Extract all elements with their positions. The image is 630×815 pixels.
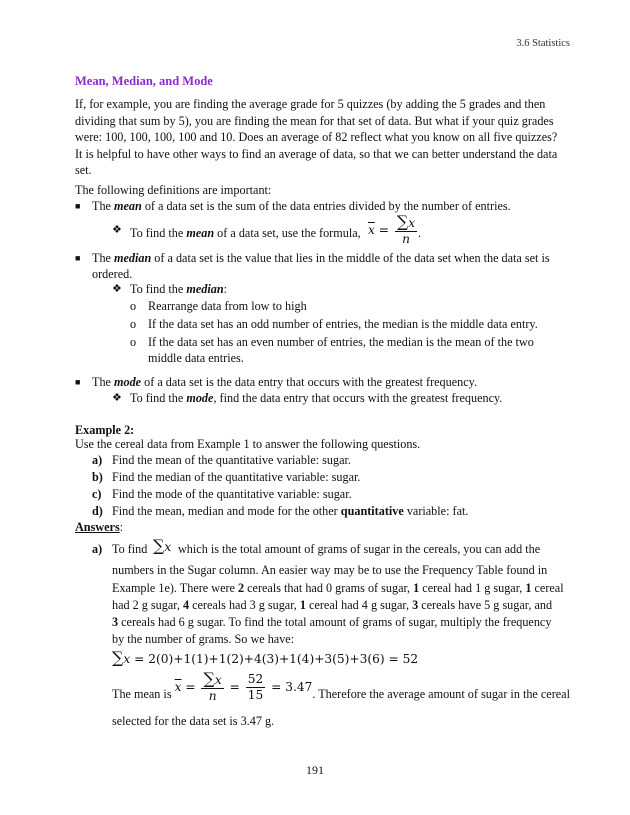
example-title: Example 2:	[75, 423, 135, 437]
answer-a-text: numbers in the Sugar column. An easier way may be to use the Frequency Table found in	[112, 563, 548, 577]
definitions-intro: The following definitions are important:	[75, 183, 272, 197]
square-bullet-icon: ■	[75, 201, 81, 211]
answer-a-text: by the number of grams. So we have:	[112, 632, 295, 646]
circle-bullet-icon: o	[130, 299, 137, 313]
running-header: 3.6 Statistics	[516, 38, 570, 49]
section-title: Mean, Median, and Mode	[75, 74, 213, 88]
diamond-bullet-icon: ❖	[112, 392, 122, 404]
diamond-bullet-icon: ❖	[112, 283, 122, 295]
median-definition-cont: ordered.	[92, 267, 133, 281]
diamond-bullet-icon: ❖	[112, 224, 122, 236]
answer-a-text: had 2 g sugar, 4 cereals had 3 g sugar, 1 cereal had 4 g sugar, 3 cereals have 5 g sugar, and	[112, 598, 553, 612]
circle-bullet-icon: o	[130, 335, 137, 349]
median-step-cont: middle data entries.	[148, 351, 244, 365]
mean-result: The mean is $\overline{x}$ = $\frac{\sum x}{n}$ = $\frac{52}{15}$ = 3.47. Therefore the average amount of sugar in the cereal	[112, 668, 570, 703]
square-bullet-icon: ■	[75, 253, 81, 263]
circle-bullet-icon: o	[130, 317, 137, 331]
answer-a-text: Example 1e). There were 2 cereals that had 0 grams of sugar, 1 cereal had 1 g sugar, 1 cereal	[112, 581, 564, 595]
answer-a-conclusion: selected for the data set is 3.47 g.	[112, 714, 275, 728]
mean-formula: $\overline{x}$ = $\frac{\sum x}{n}$	[368, 212, 416, 246]
answers-label: Answers:	[75, 520, 124, 534]
document-page: 3.6 Statistics Mean, Median, and Mode If, for example, you are finding the average grade for 5 quizzes (by adding the 5 grades and then dividing that sum by 5), you are finding the mean for that set of data. But what if your quiz grades were: 100, 100, 100, 100 and 10. Does an average of 82 reflect what you know on all five quizzes? It is helpful to have other ways to find an average of data, so that we can better understand the data set. The following definitions are important: ■ The mean of a data set is the sum of the data entries divided by the number of entries. ❖ To find the mean of a data set, use the formula, $\overline{x}$ = $\frac{\sum x}{n}$ . ■ The median of a data set is the value that lies in the middle of the data set when the data set is ordered. ❖ To find the median: o Rearrange data from low to high o If the data set has an odd number of entries, the median is the middle data entry. o If the data set has an even number of entries, the median is the mean of the two middle data entries. ■ The mode of a data set is the data entry that occurs with the greatest frequency. ❖ To find the mode, find the data entry that occurs with the greatest frequency. Example 2: Use the cereal data from Example 1 to answer the following questions. a) Find the mean of the quantitative variable: sugar. b) Find the median of the quantitative variable: sugar. c) Find the mode of the quantitative variable: sugar. d) Find the mean, median and mode for the other quantitative variable: fat. Answers: a) To find ∑x which is the total amount of grams of sugar in the cereals, you can add the numbers in the Sugar column. An easier way may be to use the Frequency Table found in Example 1e). There were 2 cereals that had 0 grams of sugar, 1 cereal had 1 g sugar, 1 cereal had 2 g sugar, 4 cereals had 3 g sugar, 1 cereal had 4 g sugar, 3 cereals have 5 g sugar, and 3 cereals had 6 g sugar. To find the total amount of grams of sugar, multiply the frequency by the number of grams. So we have: ∑x = 2(0)+1(1)+1(2)+4(3)+1(4)+3(5)+3(6) = 52 The mean is $\overline{x}$ = $\frac{\sum x}{n}$ = $\frac{52}{15}$ = 3.47. Therefore the average amount of sugar in the cereal selected for the data set is 3.47 g. 191	[0, 0, 630, 815]
page-number: 191	[306, 763, 324, 777]
answer-a-text: 3 cereals had 6 g sugar. To find the total amount of grams of sugar, multiply the frequency	[112, 615, 552, 629]
intro-paragraph: If, for example, you are finding the average grade for 5 quizzes (by adding the 5 grades and then dividing that sum by 5), you are finding the mean for that set of data. But what if your quiz grades were: 100, 100, 100, 100 and 10. Does an average of 82 reflect what you know on all five quizzes? It is helpful to have other ways to find an average of data, so that we can better understand the data set.	[75, 97, 558, 178]
example-intro: Use the cereal data from Example 1 to answer the following questions.	[75, 437, 421, 451]
sum-equation: ∑x = 2(0)+1(1)+1(2)+4(3)+1(4)+3(5)+3(6) = 52	[112, 648, 419, 667]
square-bullet-icon: ■	[75, 377, 81, 387]
